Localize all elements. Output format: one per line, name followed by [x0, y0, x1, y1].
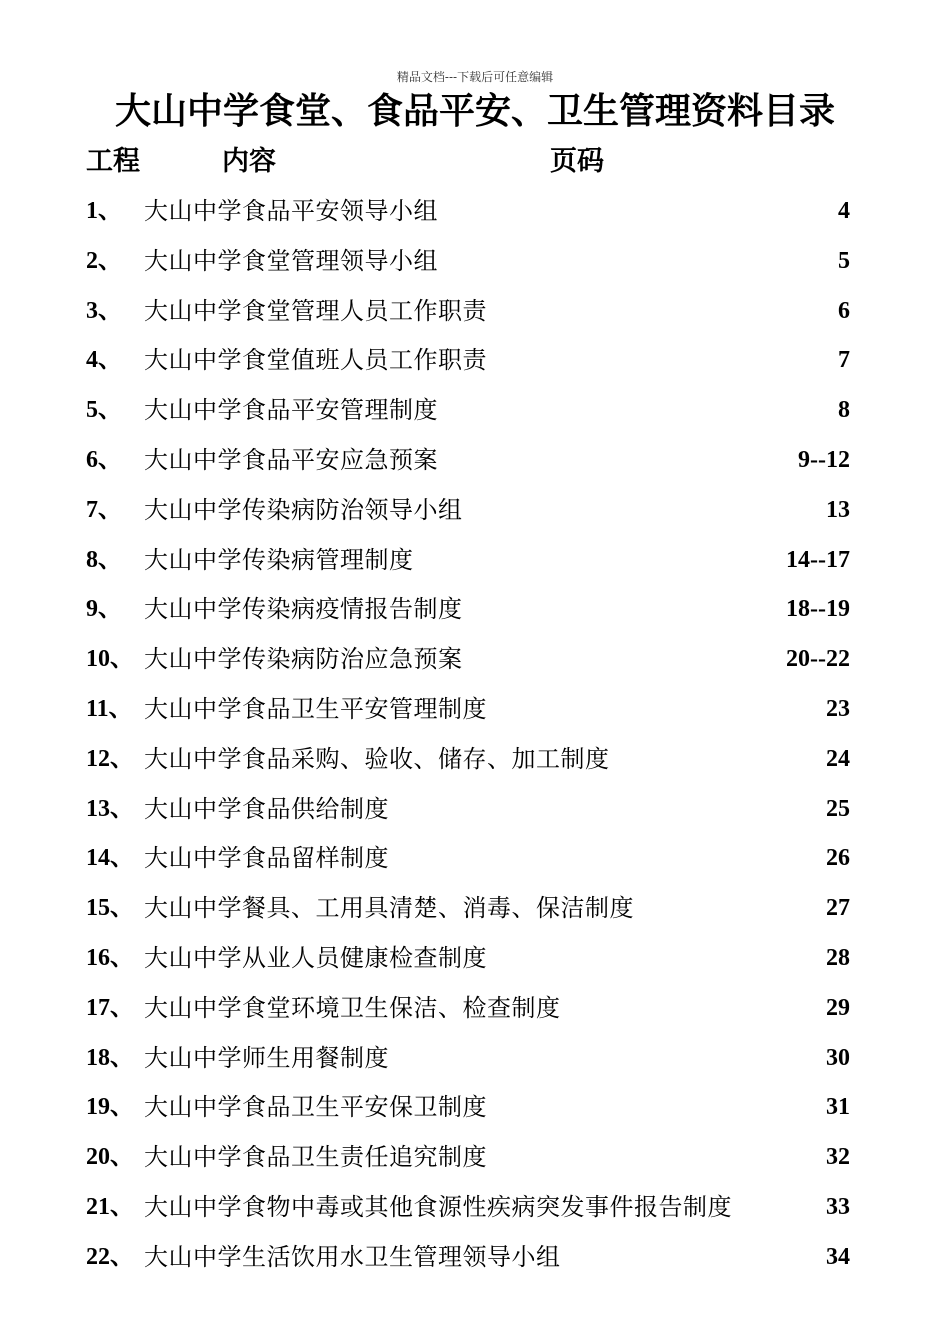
toc-item-number: 11、 [86, 695, 133, 722]
toc-item-number: 16、 [86, 944, 134, 971]
toc-row [86, 439, 866, 489]
toc-item-page: 25 [826, 795, 850, 822]
toc-row [86, 688, 866, 738]
toc-item-number: 14、 [86, 845, 134, 872]
toc-item-number: 8、 [86, 546, 122, 573]
toc-item-title: 大山中学食堂管理人员工作职责 [144, 296, 487, 325]
toc-item-title: 大山中学食品留样制度 [144, 844, 389, 873]
toc-item-page: 9--12 [798, 446, 850, 473]
toc-item-title: 大山中学食物中毒或其他食源性疾病突发事件报告制度 [144, 1192, 732, 1221]
toc-list [86, 190, 866, 1286]
toc-item-title: 大山中学食品供给制度 [144, 794, 389, 823]
document-title: 大山中学食堂、食品平安、卫生管理资料目录 [114, 91, 835, 132]
toc-row [86, 837, 866, 887]
toc-row [86, 290, 866, 340]
toc-item-number: 1、 [86, 198, 122, 224]
toc-row [86, 1086, 866, 1136]
toc-item-title: 大山中学餐具、工用具清楚、消毒、保洁制度 [144, 894, 634, 923]
toc-item-page: 8 [838, 397, 850, 424]
toc-item-page: 20--22 [786, 646, 850, 673]
toc-item-number: 7、 [86, 496, 122, 523]
toc-row [86, 1136, 866, 1186]
toc-item-number: 5、 [86, 397, 122, 424]
toc-item-number: 9、 [86, 596, 122, 623]
toc-item-title: 大山中学食品平安应急预案 [144, 445, 438, 474]
toc-row [86, 738, 866, 788]
toc-item-title: 大山中学从业人员健康检查制度 [144, 943, 487, 972]
toc-item-title: 大山中学食堂值班人员工作职责 [144, 346, 487, 375]
header-content-label: 内容 [222, 146, 276, 177]
toc-item-page: 23 [826, 695, 850, 722]
toc-item-page: 14--17 [786, 546, 850, 573]
toc-item-number: 6、 [86, 446, 122, 473]
toc-row [86, 240, 866, 290]
toc-item-number: 13、 [86, 795, 134, 822]
toc-row [86, 588, 866, 638]
toc-item-page: 4 [838, 198, 850, 224]
toc-row [86, 987, 866, 1037]
toc-item-number: 15、 [86, 895, 134, 922]
toc-row [86, 1236, 866, 1286]
toc-item-number: 10、 [86, 646, 134, 673]
toc-item-title: 大山中学食品采购、验收、储存、加工制度 [144, 744, 610, 773]
toc-item-number: 20、 [86, 1144, 134, 1171]
toc-item-page: 33 [826, 1193, 850, 1220]
toc-item-title: 大山中学食品平安管理制度 [144, 396, 438, 425]
toc-item-number: 22、 [86, 1243, 134, 1270]
toc-item-title: 大山中学食品平安领导小组 [144, 197, 438, 225]
toc-header [86, 141, 866, 183]
toc-item-title: 大山中学传染病管理制度 [144, 545, 414, 574]
toc-item-page: 30 [826, 1044, 850, 1071]
watermark-text: 精品文档---下载后可任意编辑 [396, 70, 554, 84]
toc-row [86, 489, 866, 539]
toc-row [86, 389, 866, 439]
toc-row [86, 190, 866, 240]
toc-item-page: 34 [826, 1243, 850, 1270]
toc-item-page: 18--19 [786, 596, 850, 623]
toc-item-title: 大山中学食品卫生平安保卫制度 [144, 1093, 487, 1122]
toc-item-number: 17、 [86, 994, 134, 1021]
toc-item-page: 5 [838, 247, 850, 274]
header-item-label: 工程 [86, 146, 140, 177]
toc-item-title: 大山中学食堂管理领导小组 [144, 246, 438, 275]
toc-item-page: 13 [826, 496, 850, 523]
toc-row [86, 937, 866, 987]
toc-row [86, 1037, 866, 1087]
toc-item-page: 32 [826, 1144, 850, 1171]
toc-item-title: 大山中学食堂环境卫生保洁、检查制度 [144, 993, 561, 1022]
toc-row [86, 339, 866, 389]
toc-item-title: 大山中学传染病防治领导小组 [144, 495, 463, 524]
toc-item-page: 7 [838, 347, 850, 374]
toc-item-title: 大山中学食品卫生平安管理制度 [144, 694, 487, 723]
toc-row [86, 788, 866, 838]
toc-item-page: 27 [826, 895, 850, 922]
toc-row [86, 887, 866, 937]
toc-item-title: 大山中学生活饮用水卫生管理领导小组 [144, 1242, 561, 1271]
toc-item-page: 26 [826, 845, 850, 872]
toc-item-title: 大山中学食品卫生责任追究制度 [144, 1143, 487, 1172]
toc-item-page: 28 [826, 944, 850, 971]
toc-item-number: 3、 [86, 297, 122, 324]
toc-item-title: 大山中学传染病疫情报告制度 [144, 595, 463, 624]
toc-item-title: 大山中学师生用餐制度 [144, 1043, 389, 1072]
header-page-label: 页码 [550, 146, 604, 177]
toc-row [86, 539, 866, 589]
toc-item-title: 大山中学传染病防治应急预案 [144, 645, 463, 674]
toc-item-number: 4、 [86, 347, 122, 374]
toc-item-number: 2、 [86, 247, 122, 274]
toc-item-page: 24 [826, 745, 850, 772]
toc-item-number: 19、 [86, 1094, 134, 1121]
toc-item-page: 31 [826, 1094, 850, 1121]
toc-item-page: 6 [838, 297, 850, 324]
toc-row [86, 1186, 866, 1236]
toc-item-page: 29 [826, 994, 850, 1021]
toc-item-number: 21、 [86, 1193, 134, 1220]
toc-item-number: 12、 [86, 745, 134, 772]
toc-row [86, 638, 866, 688]
toc-item-number: 18、 [86, 1044, 134, 1071]
